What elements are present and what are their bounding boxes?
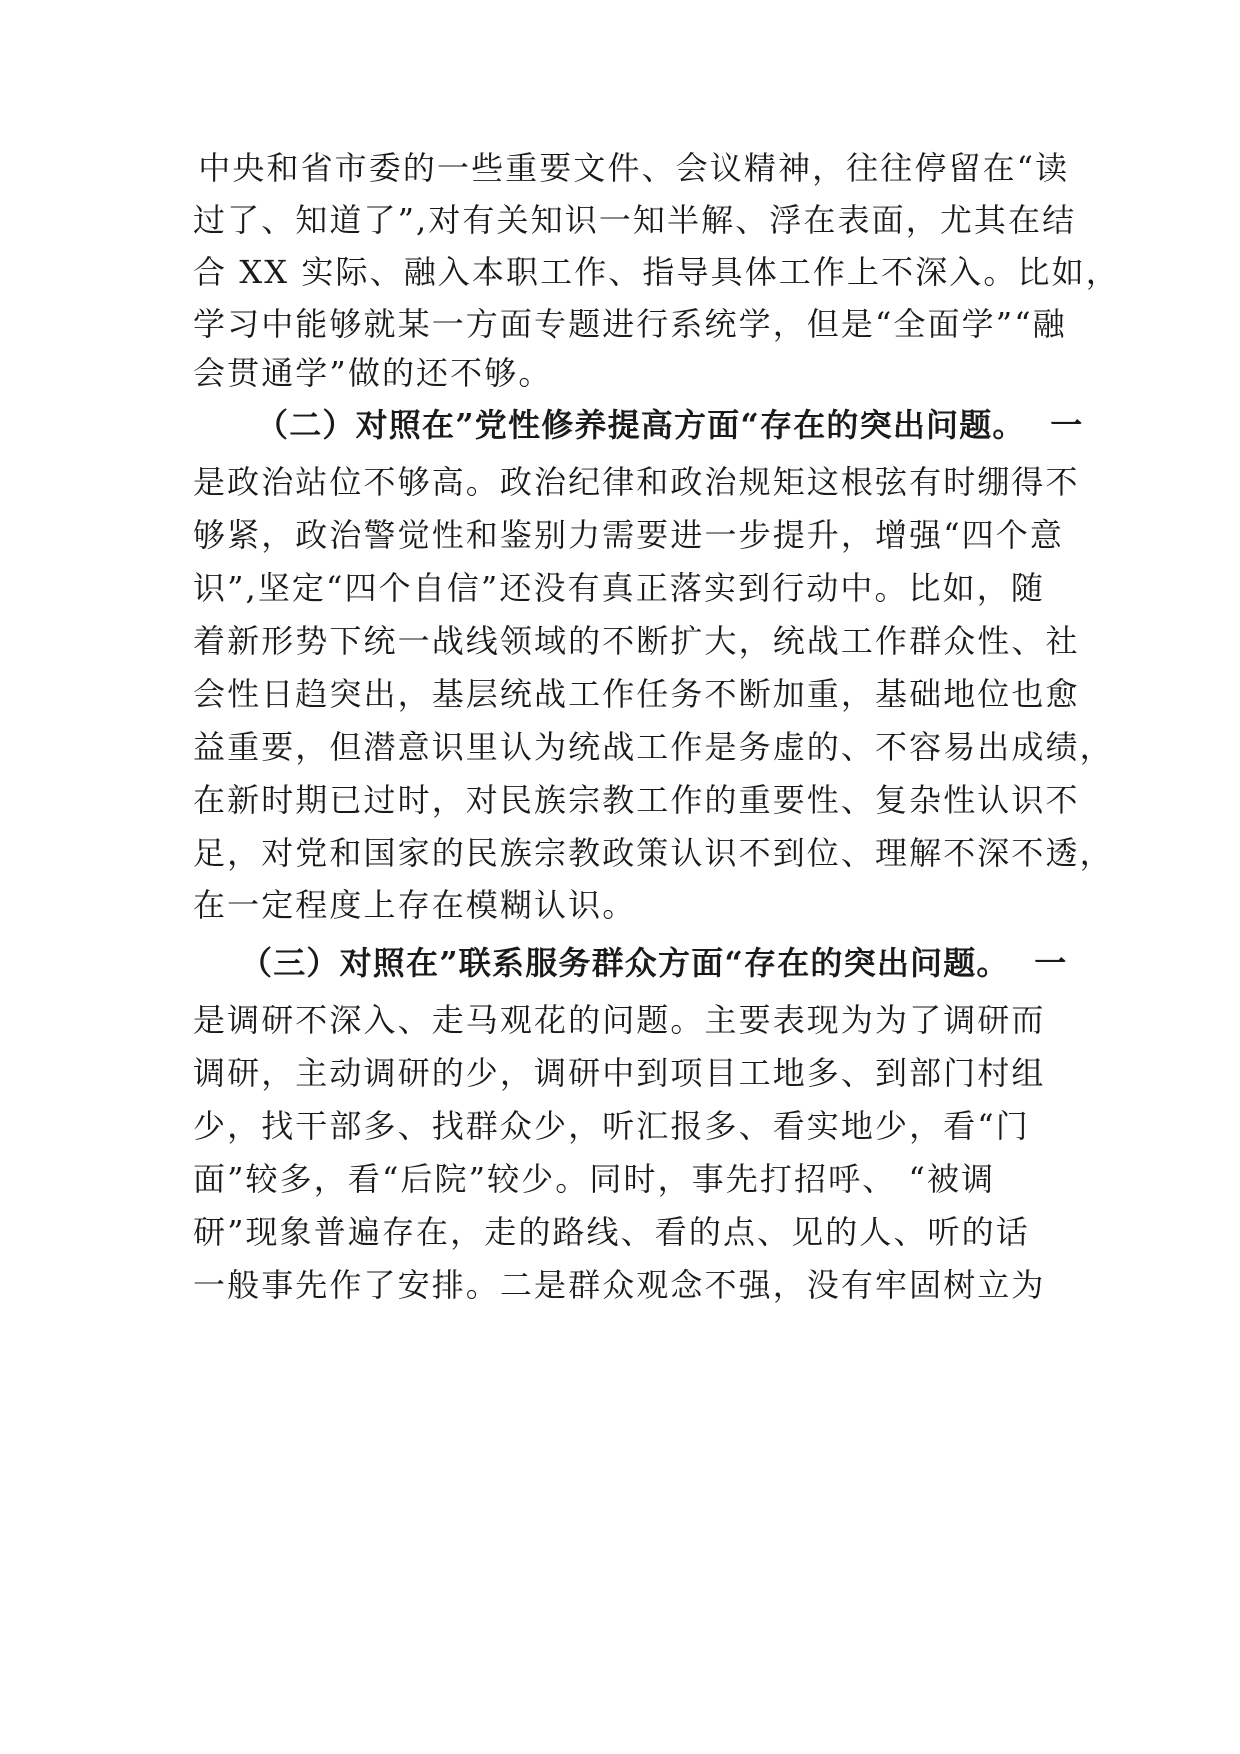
section-2-line-9: 在一定程度上存在模糊认识。 [193,886,637,924]
section-3-heading: （三）对照在”联系服务群众方面“存在的突出问题。 一 [240,944,1068,982]
paragraph-1-line-4: 学习中能够就某一方面专题进行系统学，但是“全面学”“融 [193,305,1067,343]
section-3-line-5: 研”现象普遍存在，走的路线、看的点、见的人、听的话 [193,1213,1030,1251]
section-2-line-5: 会性日趋突出，基层统战工作任务不断加重，基础地位也愈 [193,675,1080,713]
section-2-line-6: 益重要，但潜意识里认为统战工作是务虚的、不容易出成绩， [193,728,1114,766]
section-3-line-1: 是调研不深入、走马观花的问题。主要表现为为了调研而 [193,1001,1046,1039]
section-3-line-3: 少，找干部多、找群众少，听汇报多、看实地少，看“门 [193,1107,1030,1145]
section-3-line-6: 一般事先作了安排。二是群众观念不强，没有牢固树立为 [193,1266,1046,1304]
section-2-line-8: 足，对党和国家的民族宗教政策认识不到位、理解不深不透， [193,834,1114,872]
section-2-line-4: 着新形势下统一战线领域的不断扩大，统战工作群众性、社 [193,622,1080,660]
section-3-line-4: 面”较多，看“后院”较少。同时，事先打招呼、 “被调 [193,1160,996,1198]
section-2-line-7: 在新时期已过时，对民族宗教工作的重要性、复杂性认识不 [193,781,1080,819]
paragraph-1-line-1: 中央和省市委的一些重要文件、会议精神，往往停留在“读 [186,149,1070,187]
section-2-line-3: 识”,坚定“四个自信”还没有真正落实到行动中。比如，随 [193,569,1045,607]
section-2-line-1: 是政治站位不够高。政治纪律和政治规矩这根弦有时绷得不 [193,463,1080,501]
paragraph-1-line-5: 会贯通学”做的还不够。 [193,354,553,392]
paragraph-1-line-2: 过了、知道了”,对有关知识一知半解、浮在表面，尤其在结 [193,201,1077,239]
section-2-line-2: 够紧，政治警觉性和鉴别力需要进一步提升，增强“四个意 [193,516,1064,554]
section-2-heading: （二）对照在”党性修养提高方面“存在的突出问题。 一 [256,406,1084,444]
paragraph-1-line-3: 合 XX 实际、融入本职工作、指导具体工作上不深入。比如， [193,253,1120,291]
section-3-line-2: 调研，主动调研的少，调研中到项目工地多、到部门村组 [193,1054,1046,1092]
